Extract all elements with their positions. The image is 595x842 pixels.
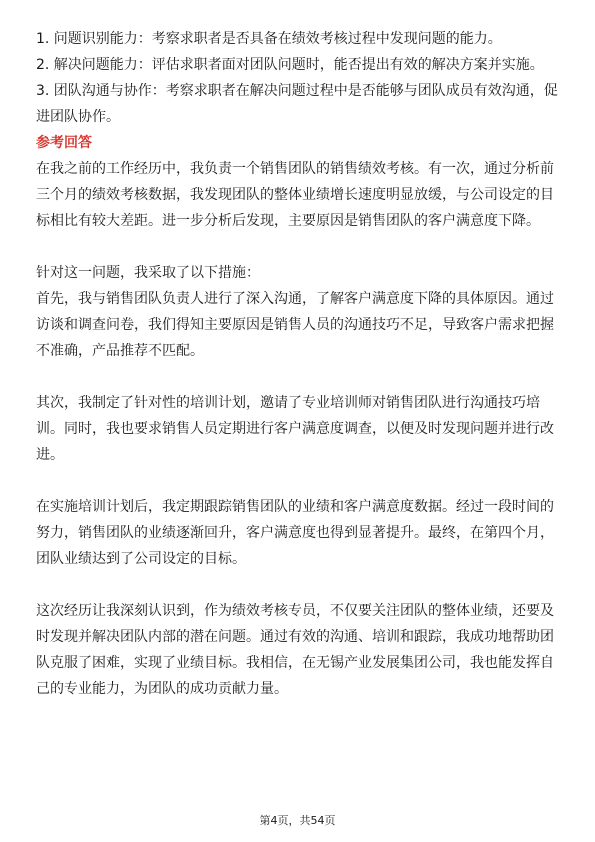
paragraph-spacer xyxy=(36,364,560,390)
criterion-problem-identification: 1. 问题识别能力：考察求职者是否具备在绩效考核过程中发现问题的能力。 xyxy=(36,31,502,47)
page-number-footer: 第4页，共54页 xyxy=(259,814,336,827)
criterion-problem-solving: 2. 解决问题能力：评估求职者面对团队问题时，能否提出有效的解决方案并实施。 xyxy=(36,57,544,73)
criterion-team-communication: 3. 团队沟通与协作：考察求职者在解决问题过程中是否能够与团队成员有效沟通，促进团队协作。 xyxy=(36,83,558,125)
answer-paragraph-measures-intro: 针对这一问题，我采取了以下措施： xyxy=(36,265,260,281)
paragraph-spacer xyxy=(36,468,560,494)
answer-paragraph-conclusion: 这次经历让我深刻认识到，作为绩效考核专员，不仅要关注团队的整体业绩，还要及时发现并解决团队内部的潜在问题。通过有效的沟通、培训和跟踪，我成功地帮助团队克服了困难，实现了业绩目标。我相信，在无锡产业发展集团公司，我也能发挥自己的专业能力，为团队的成功贡献力量。 xyxy=(36,603,554,697)
answer-paragraph-second-step: 其次，我制定了针对性的培训计划，邀请了专业培训师对销售团队进行沟通技巧培训。同时，我也要求销售人员定期进行客户满意度调查，以便及时发现问题并进行改进。 xyxy=(36,395,554,463)
answer-paragraph-results: 在实施培训计划后，我定期跟踪销售团队的业绩和客户满意度数据。经过一段时间的努力，销售团队的业绩逐渐回升，客户满意度也得到显著提升。最终，在第四个月，团队业绩达到了公司设定的目标。 xyxy=(36,499,554,567)
answer-paragraph-background: 在我之前的工作经历中，我负责一个销售团队的销售绩效考核。有一次，通过分析前三个月的绩效考核数据，我发现团队的整体业绩增长速度明显放缓，与公司设定的目标相比有较大差距。进一步分析后发现，主要原因是销售团队的客户满意度下降。 xyxy=(36,161,554,229)
answer-heading: 参考回答 xyxy=(36,135,92,151)
paragraph-spacer xyxy=(36,572,560,598)
answer-paragraph-first-step: 首先，我与销售团队负责人进行了深入沟通，了解客户满意度下降的具体原因。通过访谈和调查问卷，我们得知主要原因是销售人员的沟通技巧不足，导致客户需求把握不准确，产品推荐不匹配。 xyxy=(36,291,554,359)
page-content xyxy=(36,26,560,702)
paragraph-spacer xyxy=(36,234,560,260)
